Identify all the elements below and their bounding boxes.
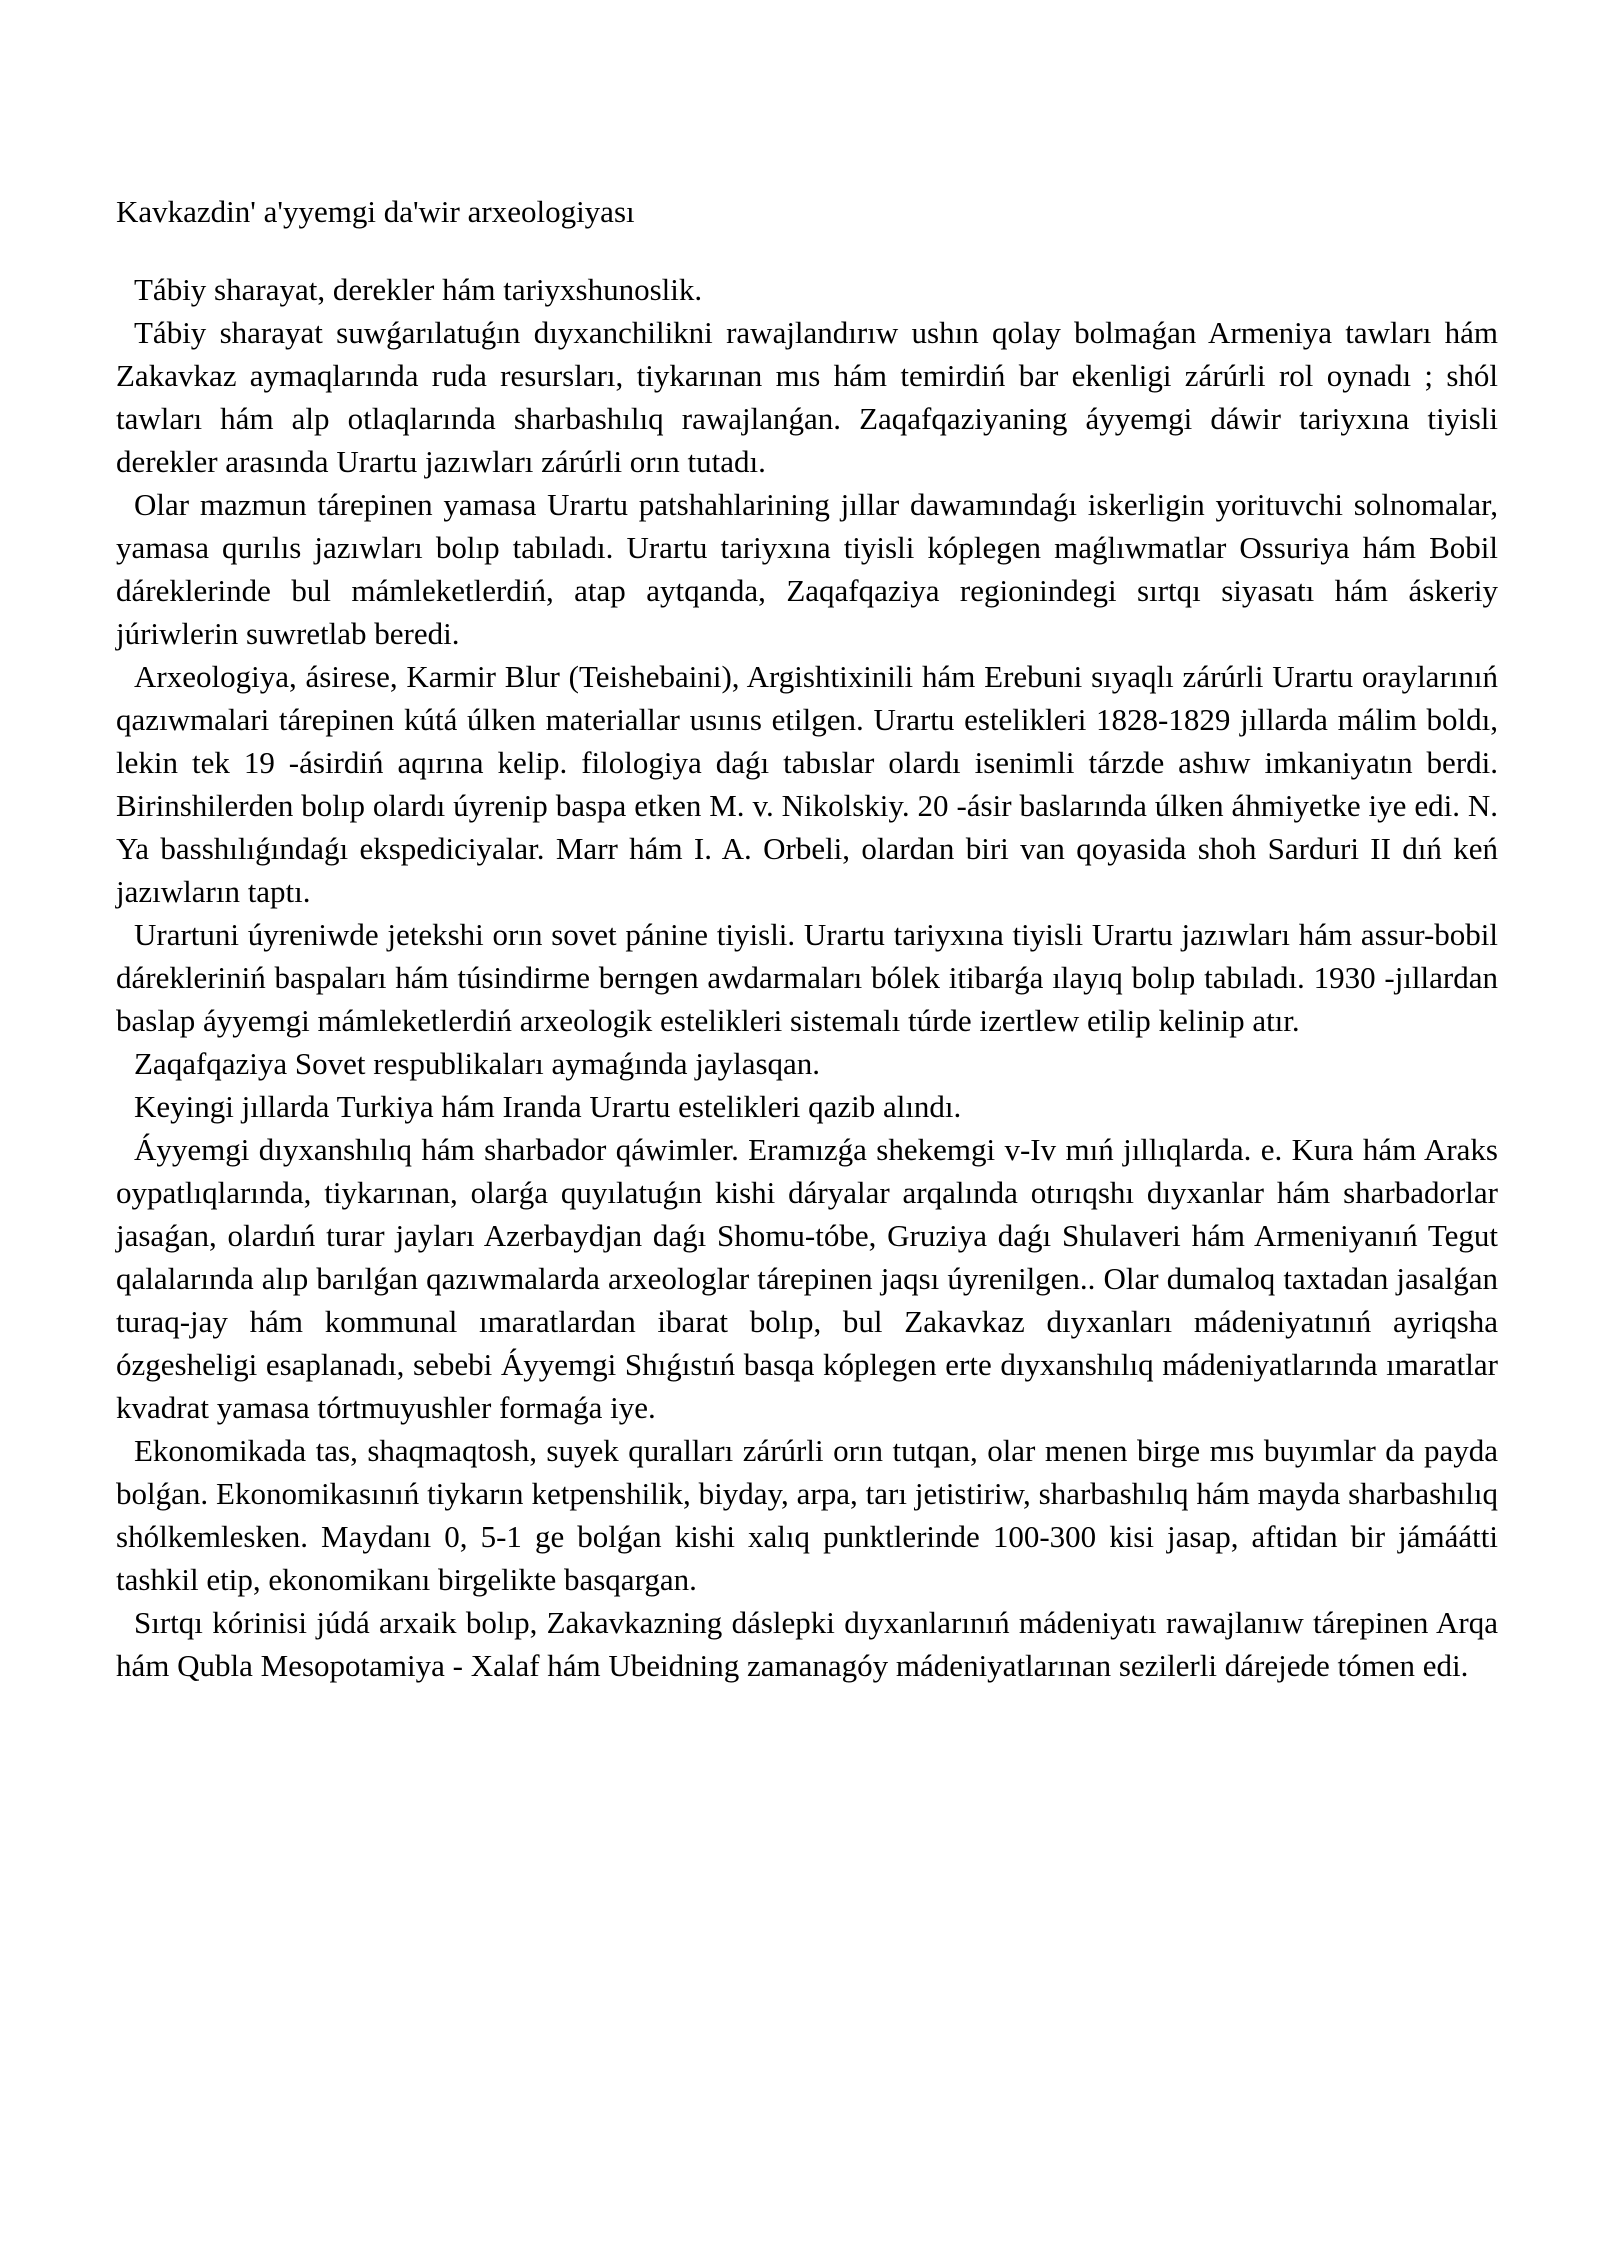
paragraph: Arxeologiya, ásirese, Karmir Blur (Teishebaini), Argishtixinili hám Erebuni sıyaqlı zárúrli Urartu oraylarınıń qazıwmalari tárepinen kútá úlken materiallar usınıs etilgen. Urartu estelikleri 1828-1829 jıllarda málim boldı, lekin tek 19 -ásirdiń aqırına kelip. filologiya daǵı tabıslar olardı isenimli tárzde ashıw imkaniyatın berdi. Birinshilerden bolıp olardı úyrenip baspa etken M. v. Nikolskiy. 20 -ásir baslarında úlken áhmiyetke iye edi. N. Ya basshılıǵındaǵı ekspediciyalar. Marr hám I. A. Orbeli, olardan biri van qoyasida shoh Sarduri II dıń keń jazıwların taptı. (116, 659, 1498, 909)
paragraph: Keyingi jıllarda Turkiya hám Iranda Urartu estelikleri qazib alındı. (134, 1089, 962, 1124)
paragraph: Ekonomikada tas, shaqmaqtosh, suyek quralları zárúrli orın tutqan, olar menen birge mıs buyımlar da payda bolǵan. Ekonomikasınıń tiykarın ketpenshilik, biyday, arpa, tarı jetistiriw, sharbashılıq hám mayda sharbashılıq shólkemlesken. Maydanı 0, 5-1 ge bolǵan kishi xalıq punktlerinde 100-300 kisi jasap, aftidan bir jámáátti tashkil etip, ekonomikanı birgelikte basqargan. (116, 1433, 1498, 1597)
paragraph: Tábiy sharayat suwǵarılatuǵın dıyxanchilikni rawajlandırıw ushın qolay bolmaǵan Armeniya tawları hám Zakavkaz aymaqlarında ruda resursları, tiykarınan mıs hám temirdiń bar ekenligi zárúrli rol oynadı ; shól tawları hám alp otlaqlarında sharbashılıq rawajlanǵan. Zaqafqaziyaning áyyemgi dáwir tariyxına tiyisli derekler arasında Urartu jazıwları zárúrli orın tutadı. (116, 315, 1498, 479)
document-body (116, 268, 1498, 1687)
paragraph: Áyyemgi dıyxanshılıq hám sharbador qáwimler. Eramızǵa shekemgi v-Iv mıń jıllıqlarda. e. Kura hám Araks oypatlıqlarında, tiykarınan, olarǵa quyılatuǵın kishi dáryalar arqalında otırıqshı dıyxanlar hám sharbadorlar jasaǵan, olardıń turar jayları Azerbaydjan daǵı Shomu-tóbe, Gruziya daǵı Shulaveri hám Armeniyanıń Tegut qalalarında alıp barılǵan qazıwmalarda arxeologlar tárepinen jaqsı úyrenilgen.. Olar dumaloq taxtadan jasalǵan turaq-jay hám kommunal ımaratlardan ibarat bolıp, bul Zakavkaz dıyxanları mádeniyatınıń ayriqsha ózgesheligi esaplanadı, sebebi Áyyemgi Shıǵıstıń basqa kóplegen erte dıyxanshılıq mádeniyatlarında ımaratlar kvadrat yamasa tórtmuyushler formaǵa iye. (116, 1132, 1498, 1425)
paragraph: Olar mazmun tárepinen yamasa Urartu patshahlarining jıllar dawamındaǵı iskerligin yorituvchi solnomalar, yamasa qurılıs jazıwları bolıp tabıladı. Urartu tariyxına tiyisli kóplegen maǵlıwmatlar Ossuriya hám Bobil dáreklerinde bul mámleketlerdiń, atap aytqanda, Zaqafqaziya regionindegi sırtqı siyasatı hám áskeriy júriwlerin suwretlab beredi. (116, 487, 1498, 651)
paragraph: Urartuni úyreniwde jetekshi orın sovet pánine tiyisli. Urartu tariyxına tiyisli Urartu jazıwları hám assur-bobil dárekleriniń baspaları hám túsindirme berngen awdarmaları bólek itibarǵa ılayıq bolıp tabıladı. 1930 -jıllardan baslap áyyemgi mámleketlerdiń arxeologik estelikleri sistemalı túrde izertlew etilip kelinip atır. (116, 917, 1498, 1038)
paragraph: Zaqafqaziya Sovet respublikaları aymaǵında jaylasqan. (134, 1046, 821, 1081)
section-heading-paragraph: Tábiy sharayat, derekler hám tariyxshunoslik. (134, 272, 703, 307)
paragraph: Sırtqı kórinisi júdá arxaik bolıp, Zakavkazning dáslepki dıyxanlarınıń mádeniyatı rawajlanıw tárepinen Arqa hám Qubla Mesopotamiya - Xalaf hám Ubeidning zamanagóy mádeniyatlarınan sezilerli dárejede tómen edi. (116, 1605, 1498, 1683)
document-page (116, 190, 1498, 1687)
document-title: Kavkazdin' a'yyemgi da'wir arxeologiyası (116, 194, 635, 229)
